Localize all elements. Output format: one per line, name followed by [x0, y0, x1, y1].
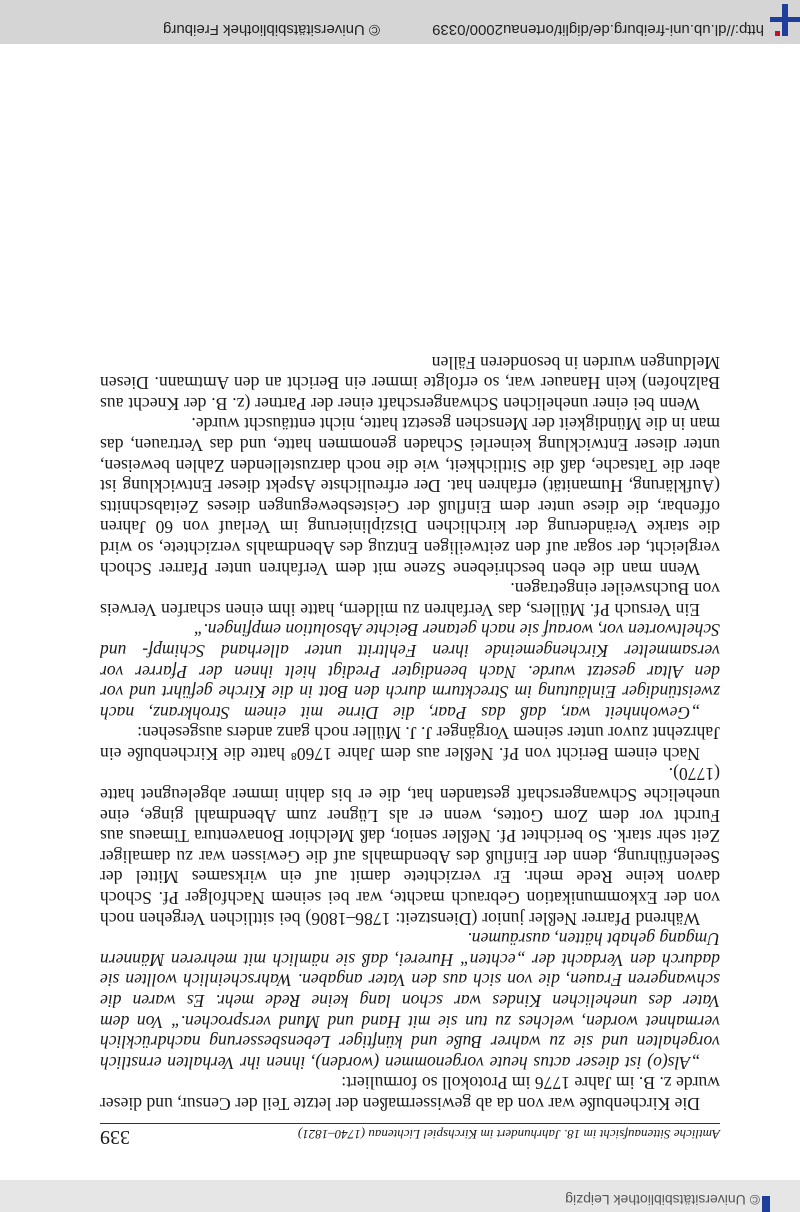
viewer-top-bar — [0, 0, 800, 44]
paragraph: Die Kirchenbuße war von da ab gewissermaßen der letzte Teil der Censur, und dieser wurde z. B. im Jahre 1776 im Protokoll so formuliert: — [100, 1073, 720, 1114]
paragraph: Nach einem Bericht von Pf. Neßler aus dem Jahre 1760⁸ hatte die Kirchenbuße ein Jahrzehnt zuvor unter seinem Vorgänger J. J. Müller noch ganz anders ausgesehen: — [100, 723, 720, 764]
paragraph: Wenn man die eben beschriebene Szene mit dem Verfahren unter Pfarrer Schoch vergleicht, der sogar auf den zeitweiligen Entzug des Abendmahls verzichtete, so wird die starke Veränderung der kirchlichen Disziplinierung im Verlauf von 60 Jahren offenbar, die diese unter dem Einfluß der Geistesbewegungen dieses Zeitabschnitts (Aufklärung, Humanität) erfahren hat. Der erfreulichste Aspekt dieser Entwicklung ist aber die Tatsache, daß die Sittlichkeit, wie die noch darzustellenden Zahlen beweisen, unter dieser Entwicklung keinerlei Schaden genommen hatte, und das Vertrauen, das man in die Mündigkeit der Menschen gesetzt hatte, nicht enttäuscht wurde. — [100, 414, 720, 579]
paragraph: Wenn bei einer unehelichen Schwangerschaft einer der Partner (z. B. der Knecht aus Balzhofen) kein Hanauer war, so erfolgte immer ein Bericht an den Amtmann. Diesen Meldungen wurden in besonderen Fällen — [100, 352, 720, 414]
running-head — [100, 1123, 720, 1150]
page-body — [100, 352, 720, 1114]
library-mark-icon — [762, 1196, 770, 1212]
page-url[interactable]: http://dl.ub.uni-freiburg.de/diglit/ortenau2000/0339 — [432, 21, 764, 38]
library-logo-icon — [760, 0, 800, 44]
viewer-bottom-bar — [0, 1180, 800, 1212]
library-credit-bottom: © Universitätsbibliothek Leipzig — [565, 1192, 760, 1208]
paragraph: Ein Versuch Pf. Müllers, das Verfahren zu mildern, hatte ihm einen scharfen Verweis von Buchsweiler eingetragen. — [100, 579, 720, 620]
paragraph: „Als(o) ist dieser actus heute vorgenommen (worden), ihnen ihr Verhalten ernstlich vorgehalten und sie zu wahrer Buße und künftiger Lebensbesserung nachdrücklich vermahnet worden, welches zu tun sie mit Hand und Mund versprochen.“ Von dem Vater des unehelichen Kindes war schon lang keine Rede mehr. Es waren die schwangeren Frauen, die von sich aus den Vater angaben. Wahrscheinlich wollten sie dadurch den Verdacht der „echten“ Hurerei, daß sie nämlich mit mehreren Männern Umgang gehabt hätten, ausräumen. — [100, 929, 720, 1073]
running-title: Amtliche Sittenaufsicht im 18. Jahrhundert im Kirchspiel Lichtenau (1740–1821) — [297, 1127, 720, 1142]
paragraph: „Gewohnheit war, daß das Paar, die Dirne mit einem Strohkranz, nach zweistündiger Einläutung im Streckturm durch den Bott in die Kirche geführt und vor den Altar gesetzt wurde. Nach beendigter Predigt hielt ihnen der Pfarrer vor versammelter Kirchengemeinde ihren Fehltritt unter allerhand Schimpf- und Scheltworten vor, worauf sie nach getaner Beichte Absolution empfingen.“ — [100, 620, 720, 723]
paragraph: Während Pfarrer Neßler junior (Dienstzeit: 1786–1806) bei sittlichen Vergehen noch von der Exkommunikation Gebrauch machte, war bei seinem Nachfolger Pf. Schoch davon keine Rede mehr. Er verzichtete damit auf ein wirksames Mittel der Seelenführung, denn der Einfluß des Abendmahls auf die Gewissen war zu damaliger Zeit sehr stark. So berichtet Pf. Neßler senior, daß Melchior Bonaventura Timaeus aus Furcht vor dem Zorn Gottes, wenn er als Lügner zum Abendmahl ginge, eine uneheliche Schwangerschaft gestanden hat, die er bis dahin immer abgeleugnet hatte (1770). — [100, 764, 720, 929]
library-credit: © Universitätsbibliothek Freiburg — [163, 21, 380, 38]
scanned-page — [100, 70, 720, 1150]
page-number: 339 — [100, 1126, 130, 1148]
